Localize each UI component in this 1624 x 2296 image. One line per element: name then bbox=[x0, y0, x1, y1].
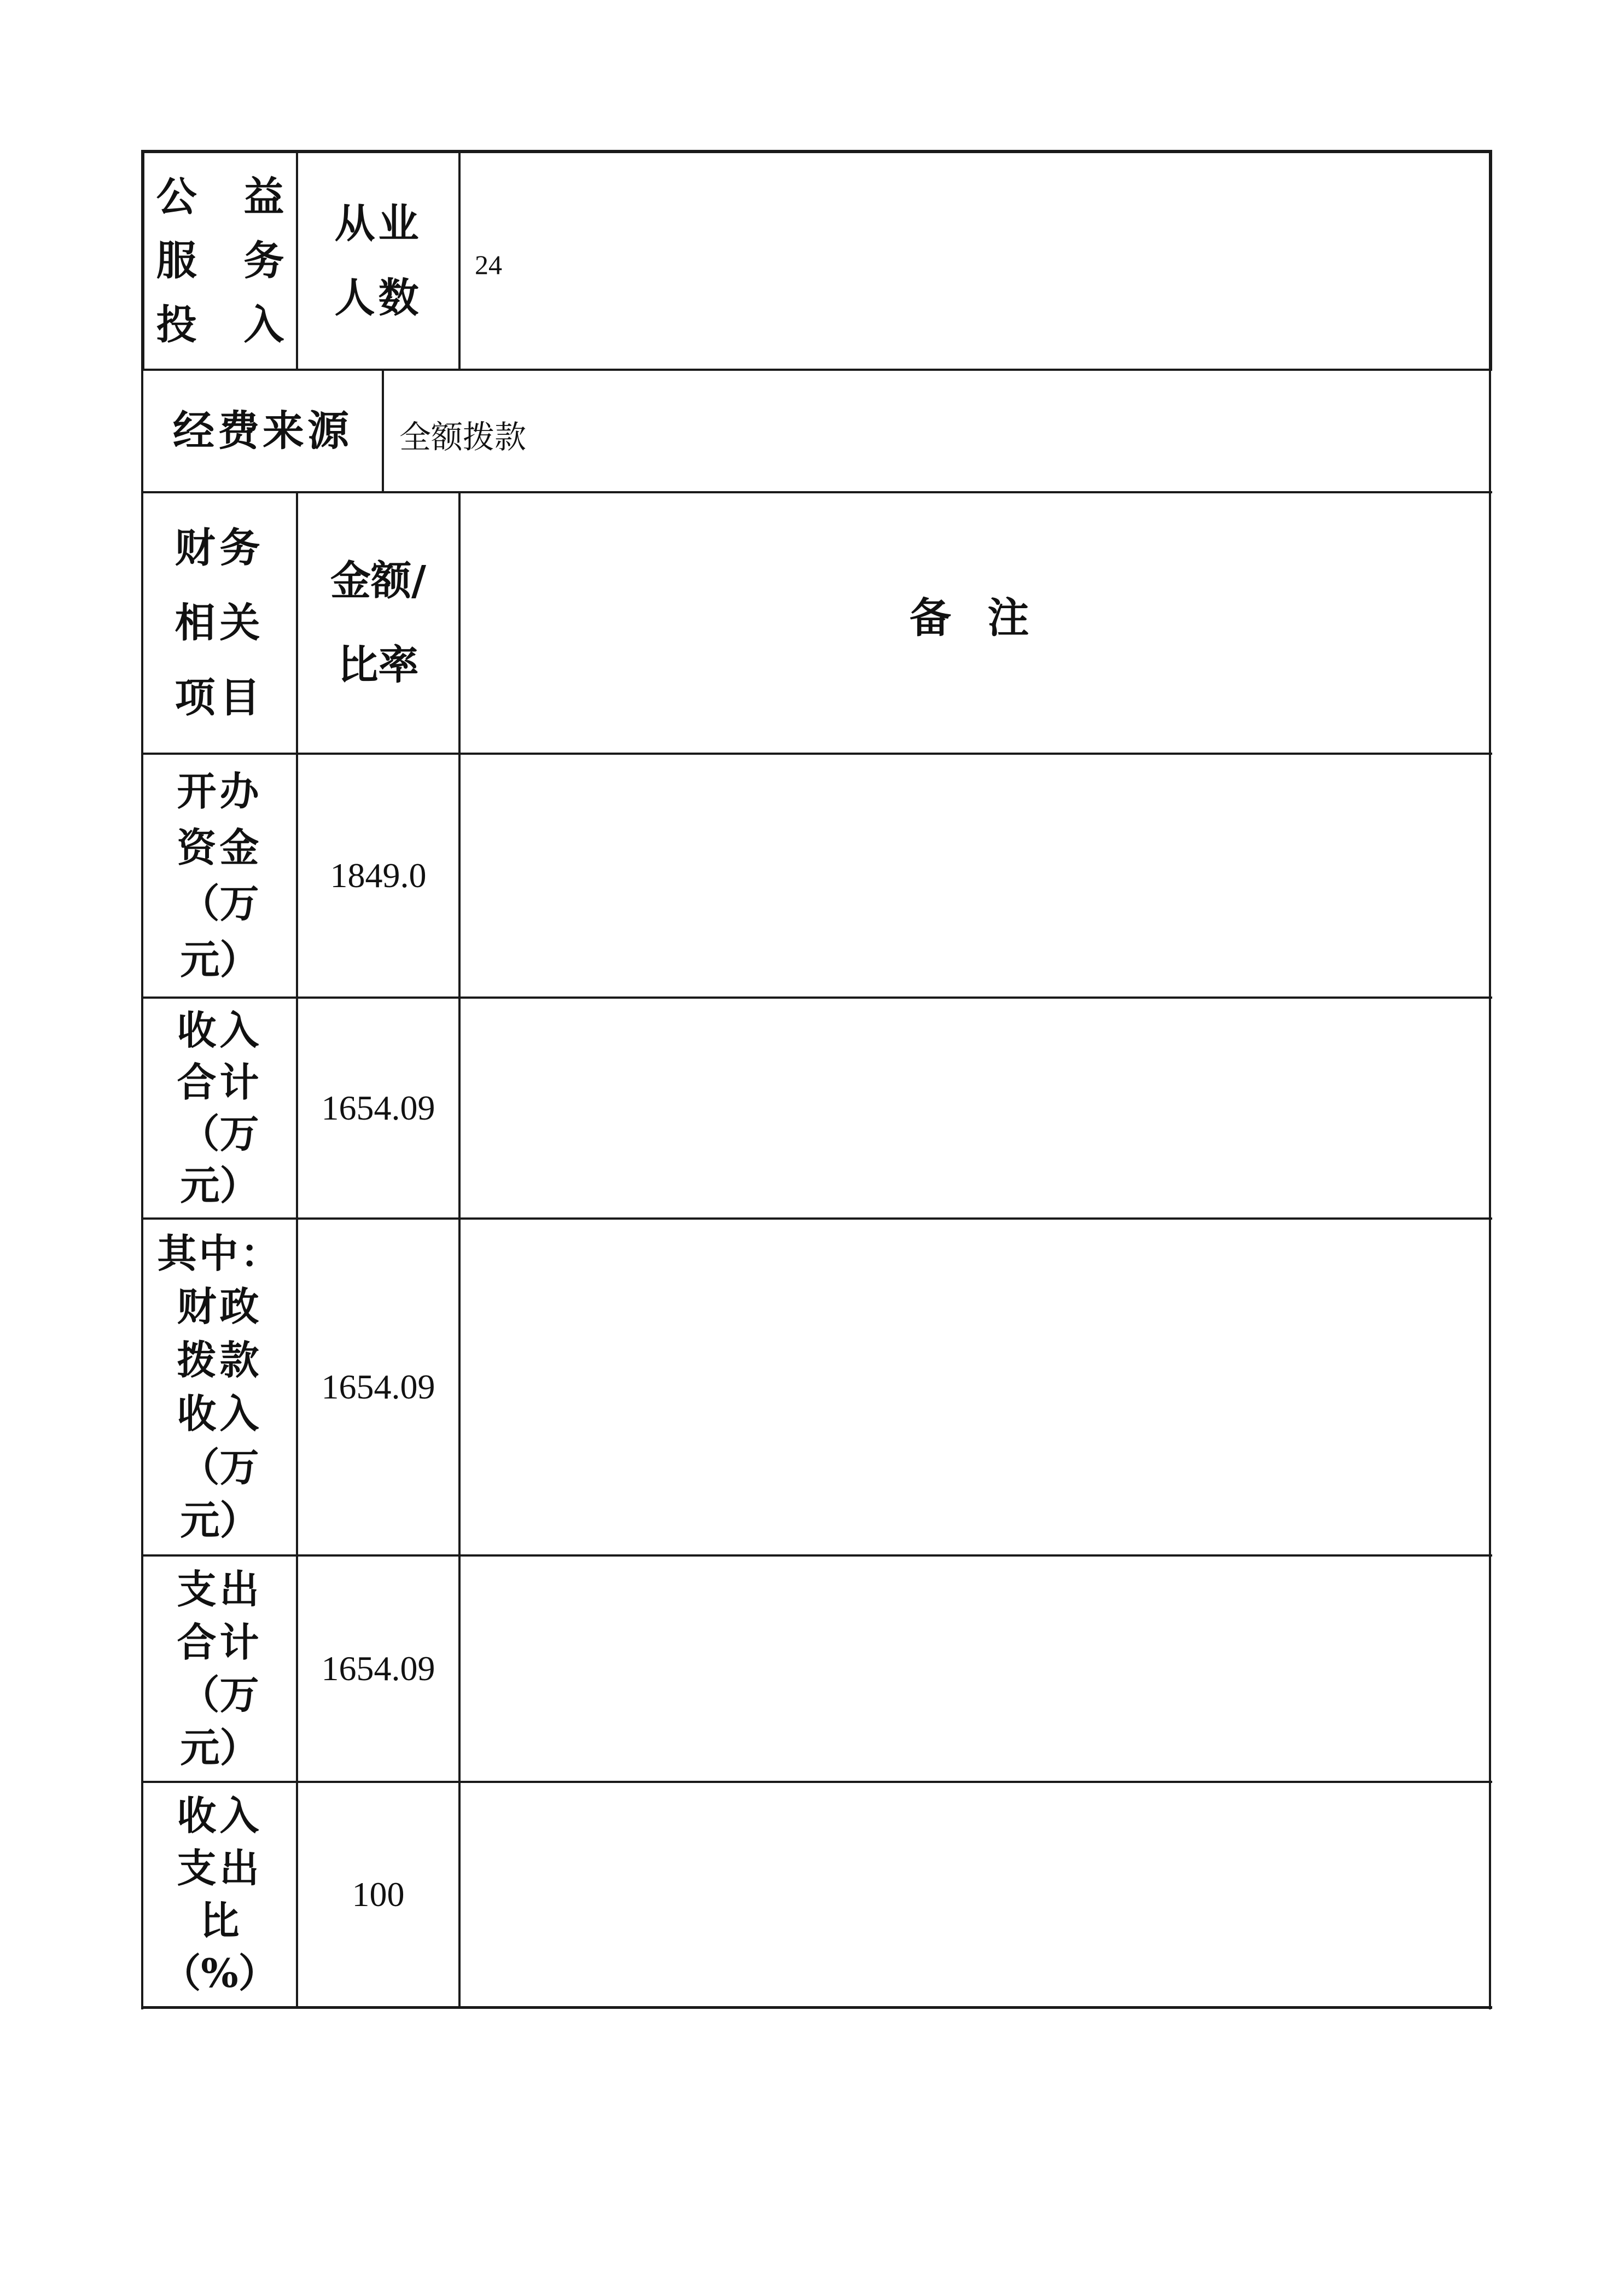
label-line: 从业 bbox=[334, 200, 422, 247]
finance-item-header bbox=[143, 493, 296, 753]
finance-row-label bbox=[143, 755, 296, 997]
label-line: 金额/ bbox=[330, 557, 427, 604]
staff-count-value: 24 bbox=[475, 249, 502, 280]
label-line: 项目 bbox=[174, 674, 265, 721]
label-line: 支出 bbox=[177, 1566, 263, 1613]
label-line: （万 bbox=[180, 1443, 259, 1490]
label-line: 合计 bbox=[177, 1058, 263, 1105]
finance-row-remark bbox=[461, 1220, 1489, 1554]
finance-row-label bbox=[143, 999, 296, 1217]
public-service-input-label bbox=[144, 153, 301, 369]
staff-count-label bbox=[298, 153, 458, 369]
label-line: 收入 bbox=[177, 1007, 263, 1054]
finance-row-remark bbox=[461, 1557, 1489, 1781]
label-line: （%） bbox=[161, 1950, 278, 1996]
finance-row-remark bbox=[461, 1783, 1489, 2006]
label-line: 开办 bbox=[177, 767, 263, 814]
finance-row-value bbox=[298, 1220, 458, 1554]
label-line: 财务 bbox=[174, 525, 265, 572]
table-border-right-upper bbox=[1489, 150, 1492, 369]
label-line: 收入 bbox=[177, 1792, 263, 1839]
finance-row-value bbox=[298, 1783, 458, 2006]
label-line: 公 益 bbox=[156, 173, 301, 220]
finance-row-remark bbox=[461, 755, 1489, 997]
label-line: 财政 bbox=[177, 1283, 263, 1330]
finance-row-value-text: 1654.09 bbox=[321, 1367, 435, 1406]
remark-header-text: 备 注 bbox=[909, 593, 1040, 642]
finance-row-value bbox=[298, 1557, 458, 1781]
label-line: 资金 bbox=[177, 824, 263, 871]
label-line: 其中： bbox=[157, 1229, 282, 1277]
label-line: （万 bbox=[180, 880, 259, 927]
finance-row-value-text: 100 bbox=[352, 1875, 405, 1914]
label-line: 收入 bbox=[177, 1390, 263, 1437]
funding-source-label-text: 经费来源 bbox=[173, 406, 352, 455]
label-line: 合计 bbox=[177, 1618, 263, 1665]
label-line: 拨款 bbox=[177, 1337, 263, 1384]
table-border-bottom bbox=[141, 2006, 1492, 2009]
label-line: 元） bbox=[180, 936, 259, 983]
label-line: 比率 bbox=[337, 642, 419, 689]
label-line: 人数 bbox=[334, 275, 422, 322]
table-border-right-lower bbox=[1489, 369, 1491, 2009]
label-line: 元） bbox=[180, 1162, 259, 1209]
label-line: 投 入 bbox=[156, 301, 301, 348]
finance-row-value-text: 1849.0 bbox=[330, 856, 427, 895]
remark-header bbox=[461, 493, 1489, 753]
label-line: 服 务 bbox=[156, 237, 301, 284]
label-line: （万 bbox=[180, 1671, 259, 1718]
label-line: （万 bbox=[180, 1110, 259, 1157]
funding-source-label bbox=[143, 371, 382, 491]
finance-row-label bbox=[143, 1557, 296, 1781]
label-line: 相关 bbox=[174, 599, 265, 646]
finance-row-value-text: 1654.09 bbox=[321, 1649, 435, 1688]
finance-row-value-text: 1654.09 bbox=[321, 1088, 435, 1127]
label-line: 比 bbox=[200, 1897, 240, 1944]
finance-row-remark bbox=[461, 999, 1489, 1217]
col-separator bbox=[458, 150, 461, 370]
label-line: 元） bbox=[180, 1497, 259, 1544]
finance-row-value bbox=[298, 999, 458, 1217]
finance-row-label bbox=[143, 1783, 296, 2006]
label-line: 支出 bbox=[177, 1845, 263, 1891]
col-separator bbox=[382, 370, 384, 492]
amount-ratio-header bbox=[298, 493, 458, 753]
label-line: 元） bbox=[180, 1724, 259, 1771]
funding-source-value: 全额拨款 bbox=[399, 418, 527, 456]
finance-row-label bbox=[143, 1220, 296, 1554]
finance-row-value bbox=[298, 755, 458, 997]
